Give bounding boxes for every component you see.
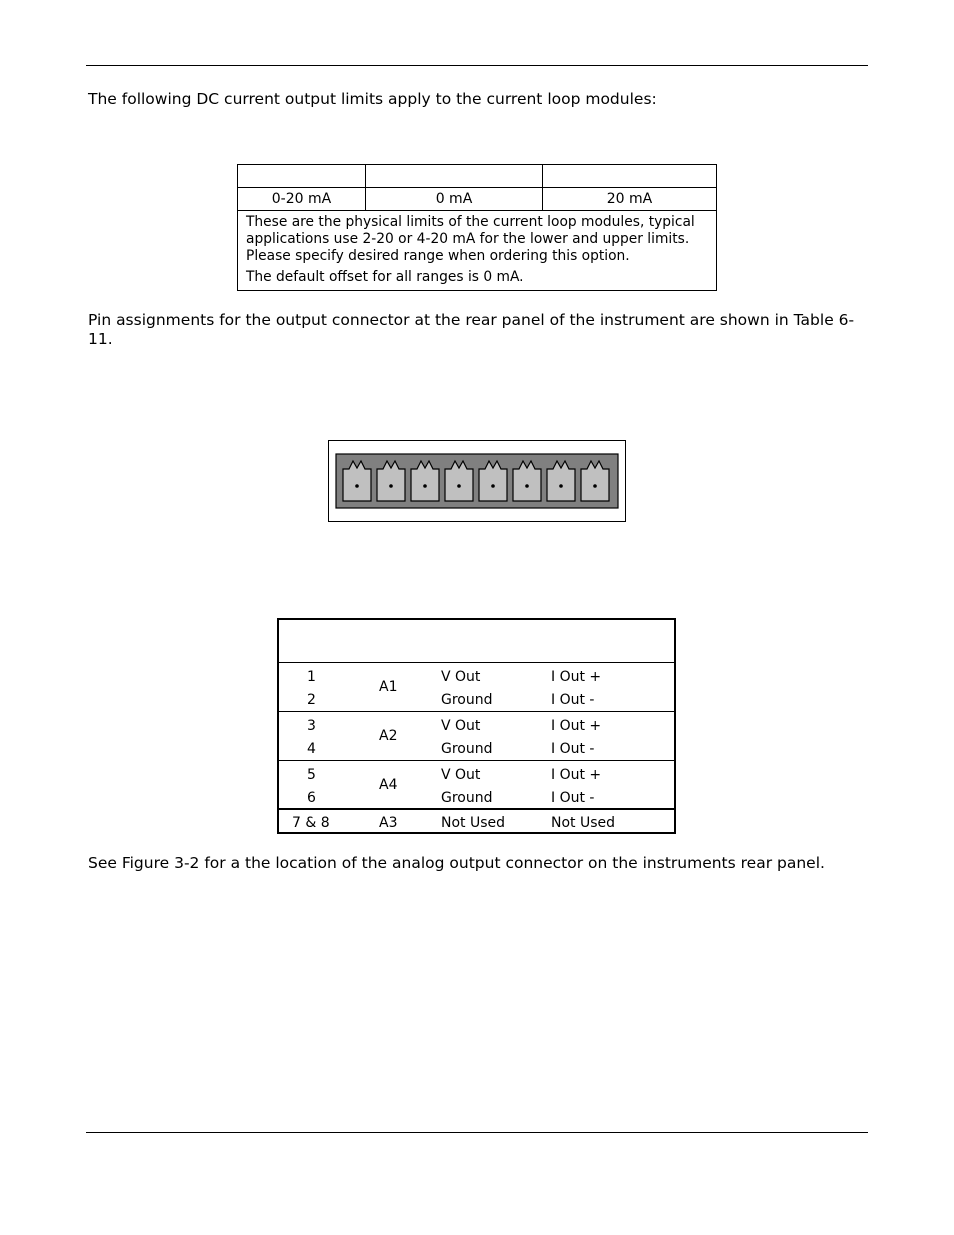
voltage-signal: Ground	[441, 790, 493, 806]
pin-number: 4	[307, 741, 316, 757]
connector-figure	[328, 440, 626, 522]
output-label: A3	[379, 815, 398, 831]
table-divider	[279, 662, 674, 663]
limits-header-cell	[366, 165, 543, 188]
see-figure-paragraph: See Figure 3-2 for a the location of the analog output connector on the instruments rear panel.	[88, 854, 825, 872]
limits-note-cell	[238, 211, 717, 291]
limits-note-text: These are the physical limits of the current loop modules, typical applications use 2-20 or 4-20 mA for the lower and upper limits. Please specify desired range when ordering this option.	[246, 214, 695, 264]
limits-header-row	[238, 165, 717, 188]
pin-number: 3	[307, 718, 316, 734]
limits-header-cell	[238, 165, 366, 188]
current-signal: Not Used	[551, 815, 616, 831]
table-divider	[279, 808, 674, 810]
pin-number: 7 & 8	[292, 815, 330, 831]
voltage-signal: Ground	[441, 741, 493, 757]
voltage-signal: V Out	[441, 669, 481, 685]
pin-number: 1	[307, 669, 316, 685]
current-limits-table	[237, 164, 717, 291]
current-signal: I Out -	[551, 790, 595, 806]
footer-rule	[86, 1132, 868, 1133]
current-signal: I Out +	[551, 669, 602, 685]
output-label: A4	[379, 777, 398, 793]
voltage-signal: Not Used	[441, 815, 506, 831]
pin-number: 5	[307, 767, 316, 783]
range-value: 0-20 mA	[238, 188, 366, 211]
current-signal: I Out -	[551, 741, 595, 757]
pin-assignment-table	[277, 618, 676, 834]
limits-note-text: The default offset for all ranges is 0 mA.	[246, 269, 524, 285]
voltage-signal: V Out	[441, 767, 481, 783]
pin-number: 6	[307, 790, 316, 806]
limits-header-cell	[543, 165, 717, 188]
maximum-value: 20 mA	[543, 188, 717, 211]
voltage-signal: Ground	[441, 692, 493, 708]
limits-note-row	[238, 211, 717, 291]
header-rule	[86, 65, 868, 66]
voltage-signal: V Out	[441, 718, 481, 734]
output-label: A1	[379, 679, 398, 695]
intro-paragraph: The following DC current output limits apply to the current loop modules:	[88, 90, 657, 108]
pin-assignment-paragraph: Pin assignments for the output connector at the rear panel of the instrument are shown in Table 6-11.	[88, 311, 855, 348]
connector-drawing	[329, 441, 625, 521]
output-label: A2	[379, 728, 398, 744]
pin-number: 2	[307, 692, 316, 708]
table-divider	[279, 760, 674, 761]
table-divider	[279, 711, 674, 712]
current-signal: I Out +	[551, 718, 602, 734]
current-signal: I Out -	[551, 692, 595, 708]
minimum-value: 0 mA	[366, 188, 543, 211]
limits-value-row	[238, 188, 717, 211]
current-signal: I Out +	[551, 767, 602, 783]
